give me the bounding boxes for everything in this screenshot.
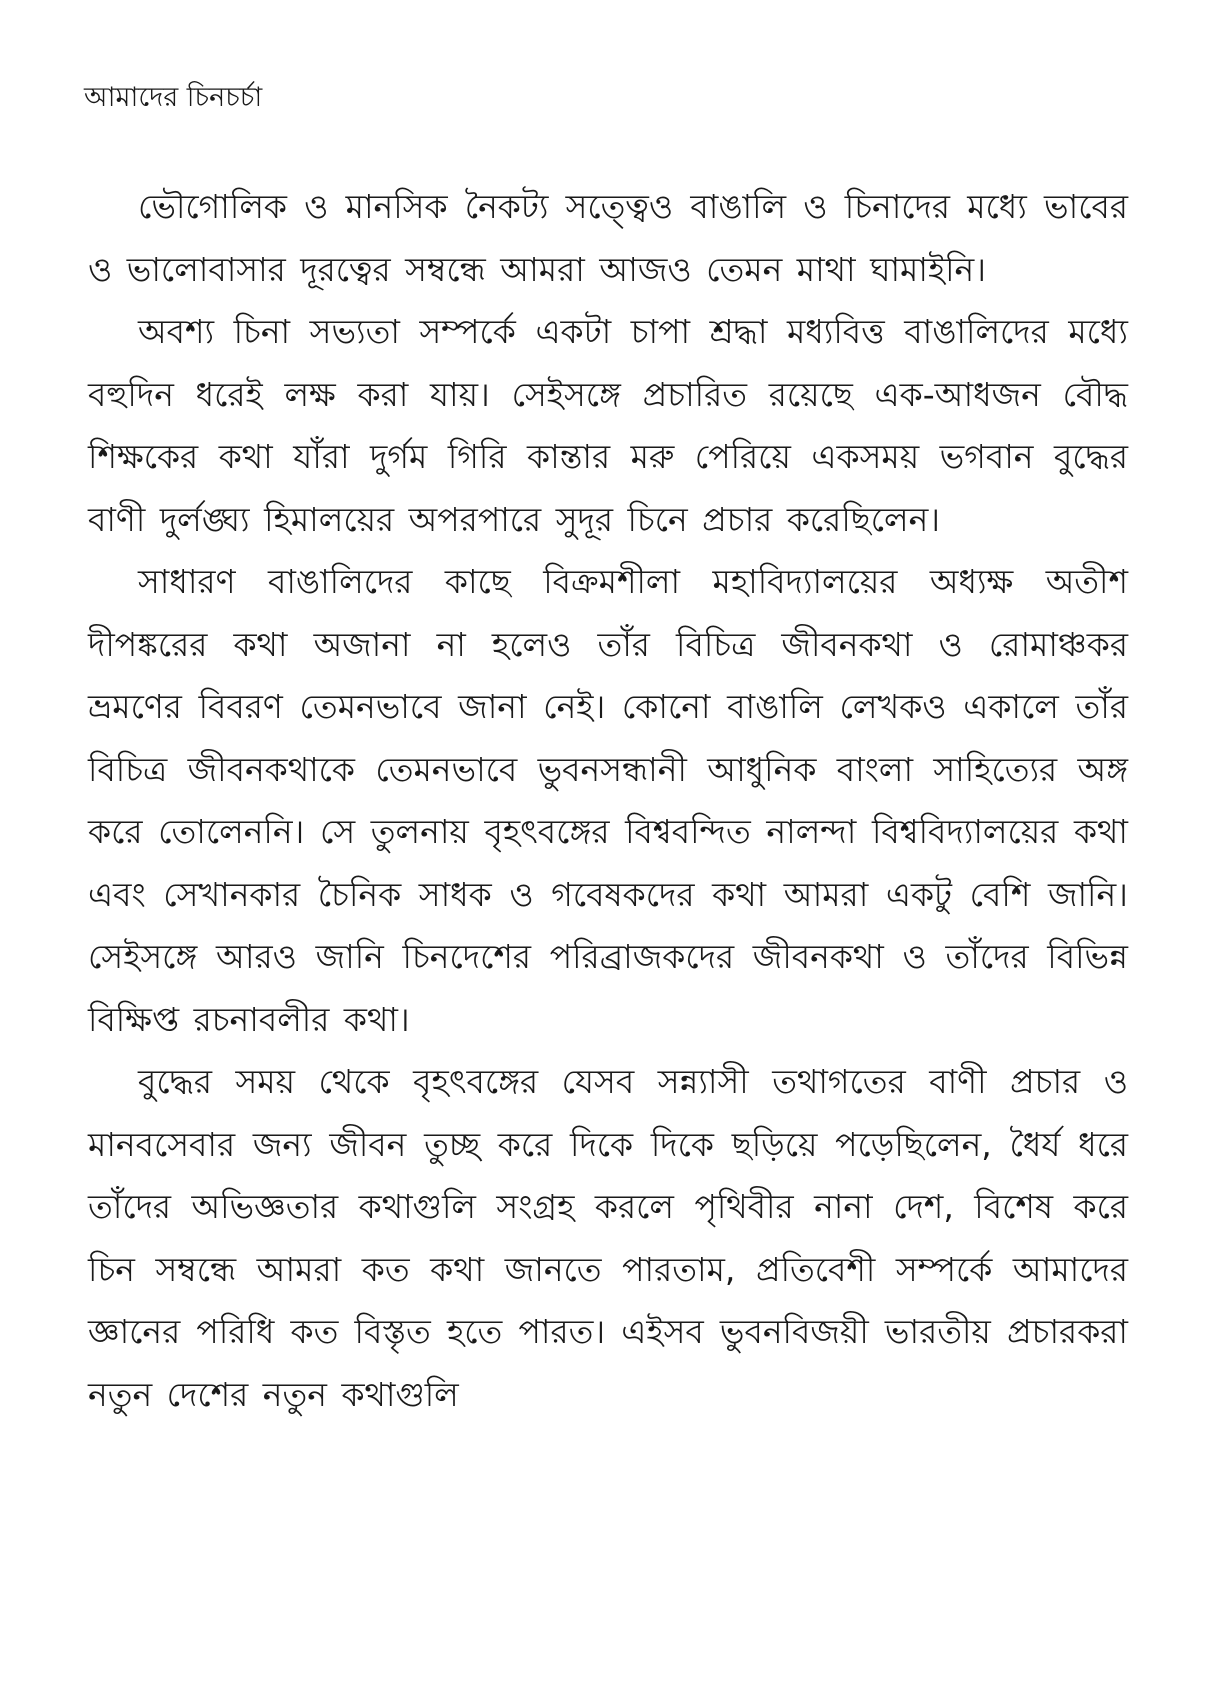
running-head-title: আমাদের চিনচর্চা	[84, 82, 263, 113]
paragraph-4: বুদ্ধের সময় থেকে বৃহৎবঙ্গের যেসব সন্ন্যাসী তথাগতের বাণী প্রচার ও মানবসেবার জন্য জীবন তুচ্ছ করে দিকে দিকে ছড়িয়ে পড়েছিলেন, ধৈর্য ধরে তাঁদের অভিজ্ঞতার কথাগুলি সংগ্রহ করলে পৃথিবীর নানা দেশ, বিশেষ করে চিন সম্বন্ধে আমরা কত কথা জানতে পারতাম, প্রতিবেশী সম্পর্কে আমাদের জ্ঞানের পরিধি কত বিস্তৃত হতে পারত। এইসব ভুবনবিজয়ী ভারতীয় প্রচারকরা নতুন দেশের নতুন কথাগুলি	[88, 1062, 1128, 1414]
paragraph-3: সাধারণ বাঙালিদের কাছে বিক্রমশীলা মহাবিদ্যালয়ের অধ্যক্ষ অতীশ দীপঙ্করের কথা অজানা না হলেও তাঁর বিচিত্র জীবনকথা ও রোমাঞ্চকর ভ্রমণের বিবরণ তেমনভাবে জানা নেই। কোনো বাঙালি লেখকও একালে তাঁর বিচিত্র জীবনকথাকে তেমনভাবে ভুবনসন্ধানী আধুনিক বাংলা সাহিত্যের অঙ্গ করে তোলেননি। সে তুলনায় বৃহৎবঙ্গের বিশ্ববন্দিত নালন্দা বিশ্ববিদ্যালয়ের কথা এবং সেখানকার চৈনিক সাধক ও গবেষকদের কথা আমরা একটু বেশি জানি। সেইসঙ্গে আরও জানি চিনদেশের পরিব্রাজকদের জীবনকথা ও তাঁদের বিভিন্ন বিক্ষিপ্ত রচনাবলীর কথা।	[88, 562, 1128, 1039]
body-text	[88, 176, 1128, 1426]
paragraph-1: ভৌগোলিক ও মানসিক নৈকট্য সত্ত্বেও বাঙালি ও চিনাদের মধ্যে ভাবের ও ভালোবাসার দূরত্বের সম্বন্ধে আমরা আজও তেমন মাথা ঘামাইনি।	[88, 187, 1128, 289]
paragraph-2: অবশ্য চিনা সভ্যতা সম্পর্কে একটা চাপা শ্রদ্ধা মধ্যবিত্ত বাঙালিদের মধ্যে বহুদিন ধরেই লক্ষ করা যায়। সেইসঙ্গে প্রচারিত রয়েছে এক-আধজন বৌদ্ধ শিক্ষকের কথা যাঁরা দুর্গম গিরি কান্তার মরু পেরিয়ে একসময় ভগবান বুদ্ধের বাণী দুর্লঙ্ঘ্য হিমালয়ের অপরপারে সুদূর চিনে প্রচার করেছিলেন।	[88, 312, 1128, 539]
